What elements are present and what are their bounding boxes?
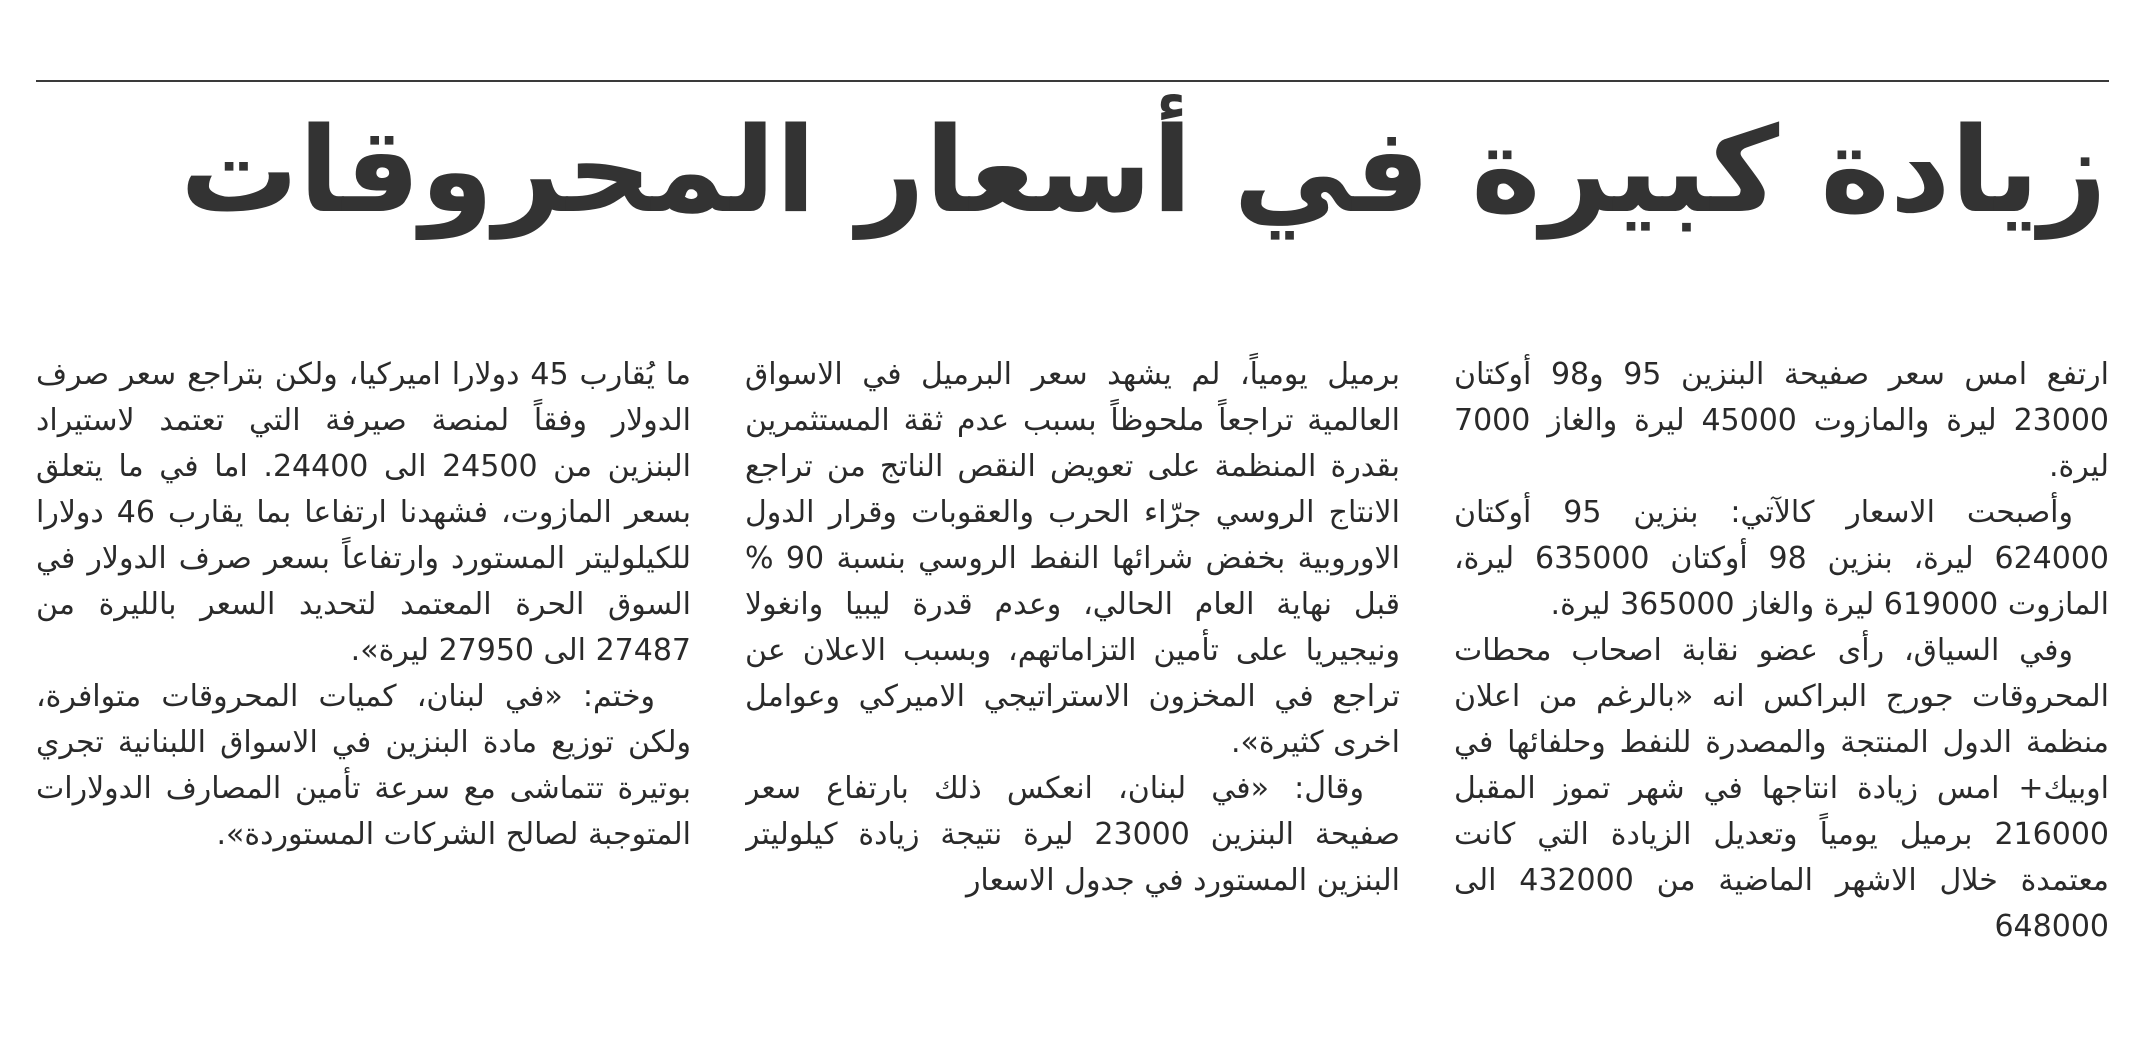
paragraph: وأصبحت الاسعار كالآتي: بنزين 95 أوكتان 624000 ليرة، بنزين 98 أوكتان 635000 ليرة، المازوت 619000 ليرة والغاز 365000 ليرة. [1454,495,2109,622]
top-divider [36,80,2109,82]
column-left [36,352,691,1032]
paragraph: وقال: «في لبنان، انعكس ذلك بارتفاع سعر صفيحة البنزين 23000 ليرة نتيجة زيادة كيلوليتر البنزين المستورد في جدول الاسعار [745,771,1400,898]
paragraph: وفي السياق، رأى عضو نقابة اصحاب محطات المحروقات جورج البراكس انه «بالرغم من اعلان منظمة الدول المنتجة والمصدرة للنفط وحلفائها في اوبيك+ امس زيادة انتاجها في شهر تموز المقبل 216000 برميل يومياً وتعديل الزيادة التي كانت معتمدة خلال الاشهر الماضية من 432000 الى 648000 [1454,633,2109,944]
paragraph: ارتفع امس سعر صفيحة البنزين 95 و98 أوكتان 23000 ليرة والمازوت 45000 ليرة والغاز 7000 ليرة. [1454,357,2109,484]
paragraph: وختم: «في لبنان، كميات المحروقات متوافرة، ولكن توزيع مادة البنزين في الاسواق اللبنانية تجري بوتيرة تتماشى مع سرعة تأمين المصارف الدولارات المتوجبة لصالح الشركات المستوردة». [36,679,691,852]
headline: زيادة كبيرة في أسعار المحروقات [180,101,2107,239]
column-right [1454,352,2109,1032]
article-body [36,352,2109,1032]
paragraph: برميل يومياً، لم يشهد سعر البرميل في الاسواق العالمية تراجعاً ملحوظاً بسبب عدم ثقة المستثمرين بقدرة المنظمة على تعويض النقص الناتج من تراجع الانتاج الروسي جرّاء الحرب والعقوبات وقرار الدول الاوروبية بخفض شرائها النفط الروسي بنسبة 90 % قبل نهاية العام الحالي، وعدم قدرة ليبيا وانغولا ونيجيريا على تأمين التزاماتهم، وبسبب الاعلان عن تراجع في المخزون الاستراتيجي الاميركي وعوامل اخرى كثيرة». [745,357,1400,760]
column-middle [745,352,1400,1032]
paragraph: ما يُقارب 45 دولارا اميركيا، ولكن بتراجع سعر صرف الدولار وفقاً لمنصة صيرفة التي تعتمد لاستيراد البنزين من 24500 الى 24400. اما في ما يتعلق بسعر المازوت، فشهدنا ارتفاعا بما يقارب 46 دولارا للكيلوليتر المستورد وارتفاعاً بسعر صرف الدولار في السوق الحرة المعتمد لتحديد السعر بالليرة من 27487 الى 27950 ليرة». [36,357,691,668]
